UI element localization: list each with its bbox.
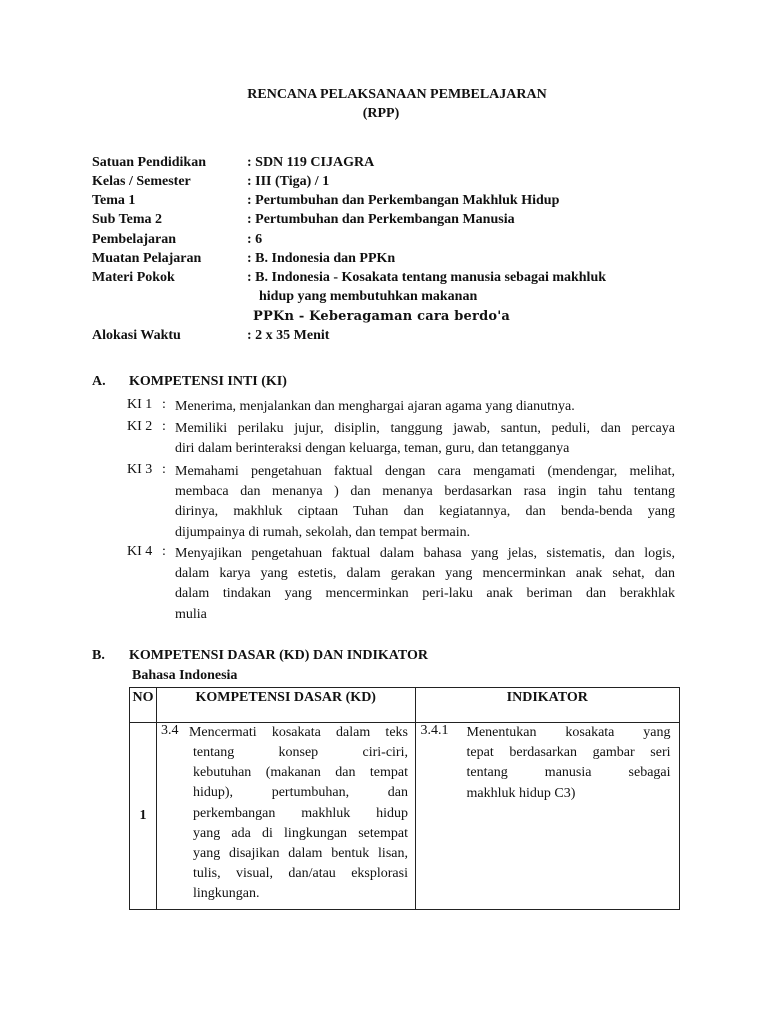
indikator-line: tentang manusia sebagai [466, 765, 671, 781]
ki-label: KI 4 [127, 544, 153, 559]
kd-text-first [189, 723, 408, 743]
kd-line: perkembangan makhluk hidup [192, 805, 408, 821]
identity-label: Muatan Pelajaran [92, 251, 202, 266]
identity-label: Alokasi Waktu [92, 328, 181, 343]
identity-value: : 2 x 35 Menit [247, 328, 330, 343]
identity-value: : SDN 119 CIJAGRA [247, 155, 375, 170]
identity-value: : 6 [247, 232, 263, 247]
table-header-indikator: INDIKATOR [415, 688, 679, 723]
section-b-title: KOMPETENSI DASAR (KD) DAN INDIKATOR [129, 648, 428, 663]
ki-text [175, 397, 675, 417]
ki-colon: : [162, 419, 166, 434]
ki-line: mulia [175, 606, 207, 622]
ki-text [175, 462, 675, 543]
kd-line: yang disajikan dalam bentuk lisan, [192, 845, 408, 861]
ki-line: dijumpainya di rumah, sekolah, dan tempat bermain. [175, 524, 471, 540]
identity-value: : B. Indonesia dan PPKn [247, 251, 396, 266]
indikator-number: 3.4.1 [420, 723, 449, 738]
ki-label: KI 1 [127, 397, 153, 412]
ki-colon: : [162, 544, 166, 559]
identity-label: Sub Tema 2 [92, 212, 163, 227]
ki-line: Memahami pengetahuan faktual dengan cara mengamati (mendengar, melihat, [175, 464, 675, 479]
identity-label: Materi Pokok [92, 270, 175, 285]
kd-text [193, 743, 408, 905]
table-header-kd: KOMPETENSI DASAR (KD) [156, 688, 415, 723]
kd-line: tentang konsep ciri-ciri, [192, 745, 408, 760]
identity-value-continued: PPKn - Keberagaman cara berdo'a [253, 309, 511, 324]
kd-line: hidup), pertumbuhan, dan [192, 785, 408, 801]
kd-line: tulis, visual, dan/atau eksplorasi [192, 866, 408, 882]
kd-cell [156, 723, 415, 910]
ki-text [175, 419, 675, 459]
kd-line: yang ada di lingkungan setempat [192, 825, 408, 841]
identity-value: : Pertumbuhan dan Perkembangan Makhluk Hidup [247, 193, 560, 208]
ki-label: KI 2 [127, 419, 153, 434]
document-title: RENCANA PELAKSANAAN PEMBELAJARAN [247, 87, 547, 102]
identity-label: Pembelajaran [92, 232, 176, 247]
section-b-letter: B. [92, 648, 105, 663]
ki-line: Menerima, menjalankan dan menghargai ajaran agama yang dianutnya. [175, 399, 575, 414]
kd-line: Mencermati kosakata dalam teks [188, 725, 408, 740]
identity-value: : B. Indonesia - Kosakata tentang manusia sebagai makhluk [247, 270, 607, 285]
indikator-cell [415, 723, 679, 910]
identity-label: Satuan Pendidikan [92, 155, 206, 170]
ki-label: KI 3 [127, 462, 153, 477]
row-number: 1 [130, 723, 157, 910]
ki-line: Memiliki perilaku jujur, disiplin, tanggung jawab, santun, peduli, dan percaya [175, 421, 675, 436]
kd-line: kebutuhan (makanan dan tempat [192, 765, 408, 781]
indikator-line: tepat berdasarkan gambar seri [466, 745, 671, 761]
table-header-no: NO [130, 688, 157, 723]
ki-line: diri dalam berinteraksi dengan keluarga, teman, guru, dan tetangganya [175, 441, 570, 457]
ki-line: Menyajikan pengetahuan faktual dalam bahasa yang jelas, sistematis, dan logis, [175, 546, 675, 561]
indikator-line: Menentukan kosakata yang [466, 725, 671, 740]
ki-line: dalam tindakan yang mencerminkan peri-laku anak beriman dan berakhlak [175, 586, 675, 602]
ki-colon: : [162, 462, 166, 477]
identity-value-continued: hidup yang membutuhkan makanan [259, 289, 478, 304]
identity-label: Tema 1 [92, 193, 136, 208]
section-a-letter: A. [92, 374, 106, 389]
table-row [130, 723, 680, 910]
ki-line: dalam karya yang estetis, dalam gerakan yang mencerminkan anak sehat, dan [175, 566, 675, 582]
ki-line: dirinya, makhluk ciptaan Tuhan dan kegiatannya, dan benda-benda yang [175, 504, 675, 520]
indikator-text [467, 723, 671, 804]
kd-line: lingkungan. [192, 886, 260, 902]
identity-label: Kelas / Semester [92, 174, 191, 189]
identity-value: : Pertumbuhan dan Perkembangan Manusia [247, 212, 515, 227]
section-a-title: KOMPETENSI INTI (KI) [129, 374, 287, 389]
kd-number: 3.4 [160, 723, 179, 738]
document-subtitle: (RPP) [362, 106, 400, 121]
kd-table [129, 687, 680, 910]
subject-heading: Bahasa Indonesia [132, 668, 238, 683]
indikator-line: makhluk hidup C3) [466, 785, 576, 801]
ki-text [175, 544, 675, 625]
identity-value: : III (Tiga) / 1 [247, 174, 330, 189]
table-header-row [130, 688, 680, 723]
ki-line: membaca dan menanya ) dan menanya berdasarkan rasa ingin tahu tentang [175, 484, 675, 500]
ki-colon: : [162, 397, 166, 412]
